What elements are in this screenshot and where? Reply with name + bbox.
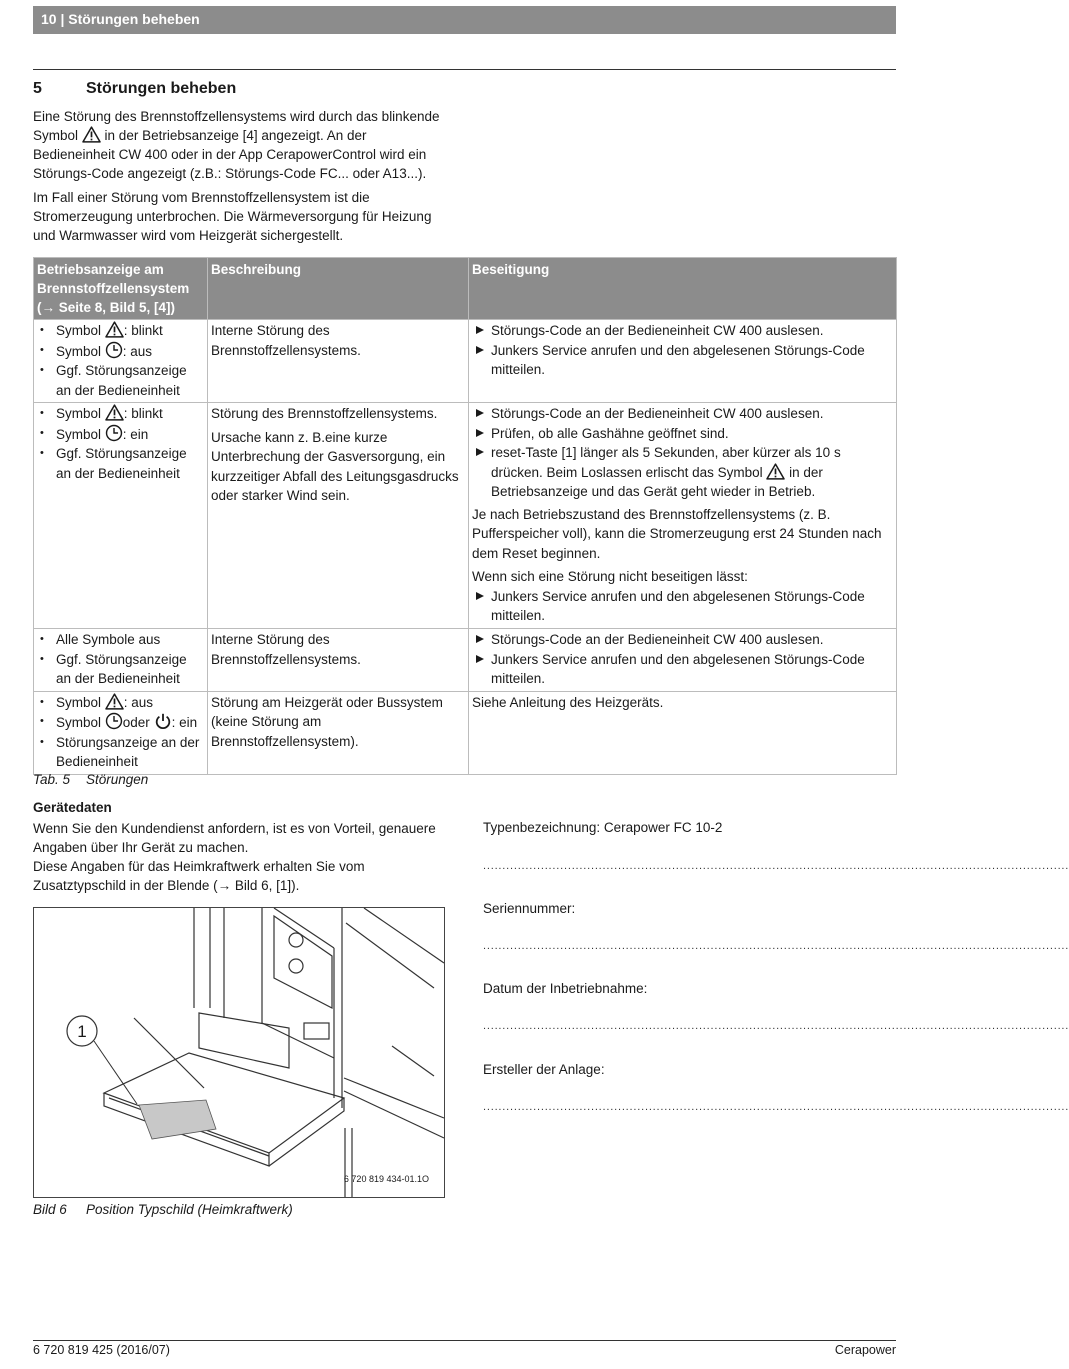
figure-caption: Bild 6 Position Typschild (Heimkraftwerk) bbox=[33, 1202, 293, 1217]
page-header-title: 10 | Störungen beheben bbox=[41, 11, 200, 27]
warning-triangle-icon bbox=[766, 463, 785, 480]
fill-line[interactable]: ........................................................................................................................................................ bbox=[483, 1020, 1069, 1032]
table-header-row bbox=[34, 258, 897, 320]
footer-product: Cerapower bbox=[834, 1343, 896, 1357]
remedy-cell: Störungs-Code an der Bedieneinheit CW 400 auslesen. Prüfen, ob alle Gashähne geöffnet sind. reset-Taste [1] länger als 5 Sekunden, aber kürzer als 10 s drücken. Beim Loslassen erlischt das Symbol in der Betriebsanzeige und das Gerät geht wieder in Betrieb. Je nach Betriebszustand des Brennstoffzellensystems (z. B. Pufferspeicher voll), kann die Stromerzeugung erst 24 Stunden nach dem Reset beginnen. Wenn sich eine Störung nicht beseitigen lässt: Junkers Service anrufen und den abgelesenen Störungs-Code mitteilen. bbox=[469, 403, 897, 629]
field-seriennummer: Seriennummer: bbox=[483, 901, 576, 916]
section-number: 5 bbox=[33, 80, 42, 97]
table-caption: Tab. 5 Störungen bbox=[33, 772, 149, 787]
intro-paragraph-2: Im Fall einer Störung vom Brennstoffzellensystem ist die Stromerzeugung unterbrochen. Die Wärmeversorgung für Heizung und Warmwasser wird vom Heizgerät sichergestellt. bbox=[33, 190, 432, 243]
warning-triangle-icon bbox=[105, 321, 124, 338]
geraetedaten-paragraph-2: Diese Angaben für das Heimkraftwerk erhalten Sie vom Zusatztypschild in der Blende (→ Bild 6, [1]). bbox=[33, 859, 365, 893]
figure-typschild bbox=[33, 907, 445, 1198]
fill-line[interactable]: ........................................................................................................................................................ bbox=[483, 860, 1069, 872]
warning-triangle-icon bbox=[105, 404, 124, 421]
callout-number: 1 bbox=[77, 1022, 87, 1041]
footer-rule bbox=[33, 1340, 896, 1341]
description-cell: Störung am Heizgerät oder Bussystem (keine Störung am Brennstoffzellensystem). bbox=[208, 691, 469, 774]
geraetedaten-heading: Gerätedaten bbox=[33, 800, 112, 815]
clock-icon bbox=[105, 712, 123, 730]
fill-line[interactable]: ........................................................................................................................................................ bbox=[483, 940, 1069, 952]
section-heading bbox=[33, 80, 236, 98]
col-header-description: Beschreibung bbox=[208, 258, 469, 320]
display-cell: • Alle Symbole aus • Ggf. Störungsanzeige an der Bedieneinheit bbox=[34, 629, 208, 692]
intro-paragraph-1: Eine Störung des Brennstoffzellensystems wird durch das blinkende Symbol in der Betriebsanzeige [4] angezeigt. An der Bedieneinheit CW 400 oder in der App CerapowerControl wird ein Störungs-Code angezeigt (z.B.: Störungs-Code FC... oder A13...). bbox=[33, 109, 440, 181]
page-header bbox=[33, 6, 896, 34]
clock-icon bbox=[105, 424, 123, 442]
fill-line[interactable]: ........................................................................................................................................................ bbox=[483, 1101, 1069, 1113]
power-icon bbox=[154, 712, 172, 730]
description-cell: Störung des Brennstoffzellensystems. Ursache kann z. B.eine kurze Unterbrechung der Gasversorgung, ein kurzzeitiger Abfall des Leitungsgasdrucks oder starker Wind sein. bbox=[208, 403, 469, 629]
description-cell: Interne Störung des Brennstoffzellensystems. bbox=[208, 320, 469, 403]
table-row bbox=[34, 629, 897, 692]
fault-table bbox=[33, 257, 897, 775]
footer-docnumber: 6 720 819 425 (2016/07) bbox=[33, 1343, 170, 1357]
warning-triangle-icon bbox=[105, 693, 124, 710]
table-row bbox=[34, 403, 897, 629]
table-row bbox=[34, 691, 897, 774]
field-ersteller: Ersteller der Anlage: bbox=[483, 1062, 605, 1077]
remedy-note: Je nach Betriebszustand des Brennstoffzellensystems (z. B. Pufferspeicher voll), kann die Stromerzeugung erst 24 Stunden nach dem Reset beginnen. bbox=[472, 506, 882, 561]
field-typenbezeichnung: Typenbezeichnung: Cerapower FC 10-2 bbox=[483, 820, 723, 835]
col-header-display: Betriebsanzeige am Brennstoffzellensystem (→ Seite 8, Bild 5, [4]) bbox=[34, 258, 208, 320]
remedy-cell: Siehe Anleitung des Heizgeräts. bbox=[469, 691, 897, 774]
field-datum-inbetriebnahme: Datum der Inbetriebnahme: bbox=[483, 981, 648, 996]
table-row bbox=[34, 320, 897, 403]
figure-code: 6 720 819 434-01.1O bbox=[343, 1174, 429, 1184]
appliance-illustration bbox=[34, 908, 444, 1197]
display-cell: • Symbol : aus • Symbol oder : ein • Störungsanzeige an der Bedieneinheit bbox=[34, 691, 208, 774]
display-cell: • Symbol : blinkt • Symbol : ein • Ggf. Störungsanzeige an der Bedieneinheit bbox=[34, 403, 208, 629]
display-cell: • Symbol : blinkt • Symbol : aus • Ggf. Störungsanzeige an der Bedieneinheit bbox=[34, 320, 208, 403]
warning-triangle-icon bbox=[82, 126, 101, 143]
clock-icon bbox=[105, 341, 123, 359]
description-cell: Interne Störung des Brennstoffzellensystems. bbox=[208, 629, 469, 692]
col-header-remedy: Beseitigung bbox=[469, 258, 897, 320]
section-rule bbox=[33, 69, 896, 70]
geraetedaten-paragraph-1: Wenn Sie den Kundendienst anfordern, ist es von Vorteil, genauere Angaben über Ihr Gerät zu machen. bbox=[33, 821, 436, 855]
remedy-cell: Störungs-Code an der Bedieneinheit CW 400 auslesen. Junkers Service anrufen und den abgelesenen Störungs-Code mitteilen. bbox=[469, 320, 897, 403]
remedy-cell: Störungs-Code an der Bedieneinheit CW 400 auslesen. Junkers Service anrufen und den abgelesenen Störungs-Code mitteilen. bbox=[469, 629, 897, 692]
remedy-note: Wenn sich eine Störung nicht beseitigen lässt: bbox=[472, 569, 748, 584]
section-title: Störungen beheben bbox=[86, 80, 237, 97]
